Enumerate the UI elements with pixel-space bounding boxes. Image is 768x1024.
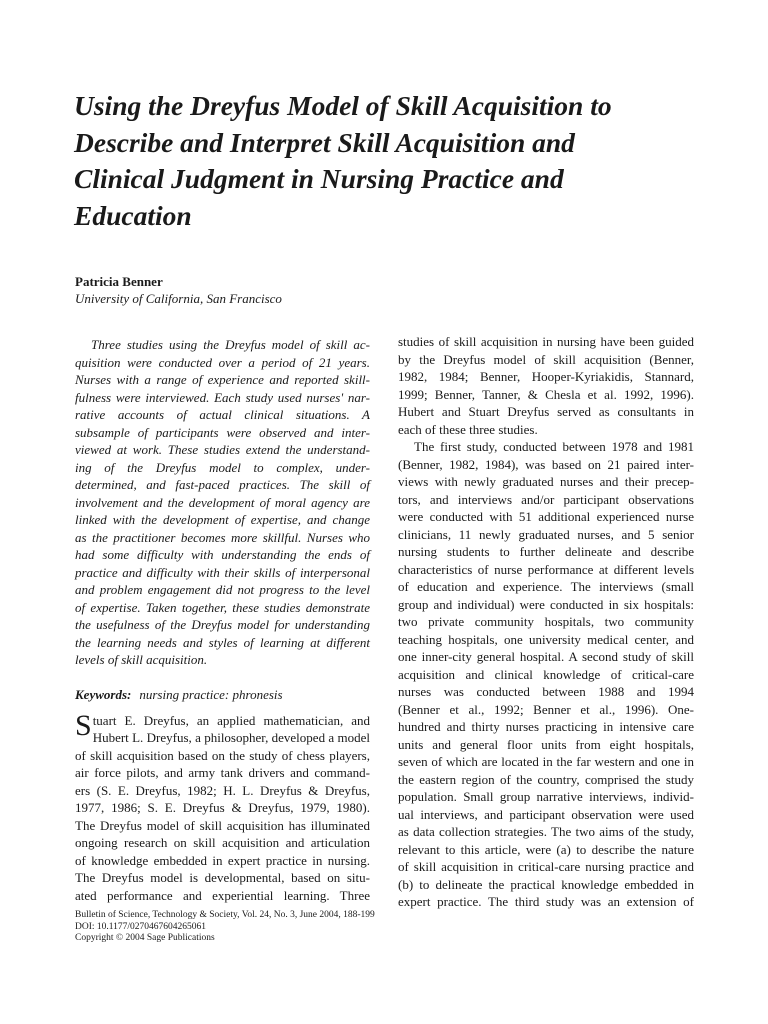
body-line: of skill acquisition in critical-care nursing practice and	[398, 859, 694, 874]
body-line: (Benner, 1982, 1984), was based on 21 paired inter-	[398, 456, 694, 472]
body-line: two private community hospitals, two community	[398, 614, 694, 629]
title-line: Describe and Interpret Skill Acquisition and	[74, 126, 575, 158]
title-line: Using the Dreyfus Model of Skill Acquisition to	[74, 90, 612, 121]
body-line: relevant to this article, were (a) to describe the nature	[398, 841, 694, 857]
body-line: air force pilots, and army tank drivers and command-	[75, 765, 370, 780]
right-column	[398, 333, 694, 911]
publication-footer	[75, 910, 375, 945]
abstract-line: had some difficulty with understanding the ends of	[75, 547, 370, 562]
article-title	[74, 88, 714, 234]
body-line: 1999; Benner, Tanner, & Chesla et al. 1992, 1996).	[398, 386, 694, 402]
body-line: ated performance and experiential learning. Three	[75, 887, 370, 903]
abstract-line: levels of skill acquisition.	[75, 652, 208, 667]
abstract-line: quisition were conducted over a period of 21 years.	[75, 354, 370, 370]
body-line: expert practice. The third study was an extension of	[398, 894, 694, 909]
body-line: 1982, 1984; Benner, Hooper-Kyriakidis, Stannard,	[398, 369, 694, 384]
body-line: group and individual) were conducted in six hospitals:	[398, 596, 694, 612]
body-line: nurses was conducted between 1988 and 1994	[398, 684, 694, 699]
body-line: seven of which are located in the far western and one in	[398, 754, 694, 769]
doi: DOI: 10.1177/0270467604265061	[75, 921, 207, 932]
body-line: population. Small group narrative interviews, individ-	[398, 789, 694, 804]
abstract-line: and problem engagement did not progress to the level	[75, 582, 370, 597]
body-line: (b) to delineate the practical knowledge embedded in	[398, 876, 694, 892]
body-line: The Dreyfus model of skill acquisition has illuminated	[75, 817, 370, 833]
body-line: acquisition and clinical knowledge of critical-care	[398, 666, 694, 682]
body-line: The first study, conducted between 1978 and 1981	[414, 439, 694, 454]
body-line: tors, and interviews and/or participant observations	[398, 491, 694, 507]
title-line: Clinical Judgment in Nursing Practice and	[74, 163, 564, 194]
body-line: ongoing research on skill acquisition and articulation	[75, 835, 370, 850]
abstract-line: the learning needs and styles of learning at different	[75, 634, 370, 650]
abstract-line: linked with the development of expertise, and change	[75, 512, 370, 527]
body-line: Hubert and Stuart Dreyfus served as consultants in	[398, 404, 694, 419]
body-line: each of these three studies.	[398, 421, 538, 437]
body-line: ers (S. E. Dreyfus, 1982; H. L. Dreyfus & Dreyfus,	[75, 782, 370, 798]
abstract-line: Three studies using the Dreyfus model of skill ac-	[91, 337, 370, 352]
body-line-first-text: tuart E. Dreyfus, an applied mathematician, and	[92, 712, 370, 728]
body-line: were conducted with 51 additional experienced nurse	[398, 509, 694, 524]
abstract-line: practice and difficulty with their skills of interpersonal	[75, 564, 370, 580]
journal-citation: Bulletin of Science, Technology & Society, Vol. 24, No. 3, June 2004, 188-199	[75, 910, 375, 920]
body-line: hundred and thirty nurses practicing in intensive care	[398, 719, 694, 734]
body-line: as data collection strategies. The two aims of the study,	[398, 824, 694, 839]
body-line: views with newly graduated nurses and their precep-	[398, 474, 694, 489]
author-affiliation: University of California, San Francisco	[75, 291, 282, 306]
copyright: Copyright © 2004 Sage Publications	[75, 933, 215, 943]
body-line: characteristics of nurse performance at different levels	[398, 561, 694, 577]
drop-cap: S	[75, 708, 92, 742]
body-line: studies of skill acquisition in nursing have been guided	[398, 334, 694, 349]
keywords-label: Keywords:	[75, 686, 132, 702]
paragraph-first-study	[398, 438, 694, 911]
abstract-line: subsample of participants were observed and inter-	[75, 424, 370, 440]
intro-paragraph	[75, 708, 370, 905]
left-column	[75, 336, 370, 904]
body-line: Hubert L. Dreyfus, a philosopher, developed a model	[92, 730, 370, 745]
body-line: of knowledge embedded in expert practice in nursing.	[75, 852, 370, 868]
body-line: ual interviews, and participant observation were used	[398, 806, 694, 822]
abstract-line: Nurses with a range of experience and reported skill-	[75, 372, 370, 387]
keywords-value: nursing practice: phronesis	[139, 686, 283, 702]
body-line: (Benner et al., 1992; Benner et al., 1996). One-	[398, 701, 694, 717]
body-line: The Dreyfus model is developmental, based on situ-	[75, 870, 370, 885]
keywords	[75, 686, 370, 704]
abstract	[75, 336, 370, 669]
body-line: clinicians, 11 newly graduated nurses, and 5 senior	[398, 526, 694, 542]
body-line: nursing students to further delineate and describe	[398, 544, 694, 559]
body-line: of skill acquisition based on the study of chess players,	[75, 747, 370, 763]
abstract-line: involvement and the development of moral agency are	[75, 494, 370, 510]
body-line: the eastern region of the country, comprised the study	[398, 771, 694, 787]
abstract-line: of expertise. Taken together, these studies demonstrate	[75, 599, 370, 615]
body-line: teaching hospitals, one university medical center, and	[398, 631, 694, 647]
abstract-line: rative accounts of actual clinical situations. A	[75, 407, 370, 422]
abstract-line: as the practitioner becomes more skillful. Nurses who	[75, 529, 370, 545]
abstract-line: the usefulness of the Dreyfus model for understanding	[75, 617, 370, 632]
title-line: Education	[74, 199, 192, 231]
abstract-line: ing of the Dreyfus model to complex, under-	[75, 459, 370, 475]
body-line: units and general floor units from eight hospitals,	[398, 736, 694, 752]
abstract-line: fulness were interviewed. Each study used nurses' nar-	[75, 389, 370, 405]
paragraph-studies	[398, 333, 694, 438]
body-line: 1977, 1986; S. E. Dreyfus & Dreyfus, 1979, 1980).	[75, 800, 370, 815]
abstract-line: viewed at work. These studies extend the understand-	[75, 442, 370, 457]
body-line: by the Dreyfus model of skill acquisition (Benner,	[398, 351, 694, 367]
body-line: one inner-city general hospital. A second study of skill	[398, 649, 694, 664]
abstract-line: determined, and fast-paced practices. The skill of	[75, 477, 370, 492]
author-name: Patricia Benner	[75, 274, 163, 289]
body-line: of education and experience. The interviews (small	[398, 579, 694, 594]
